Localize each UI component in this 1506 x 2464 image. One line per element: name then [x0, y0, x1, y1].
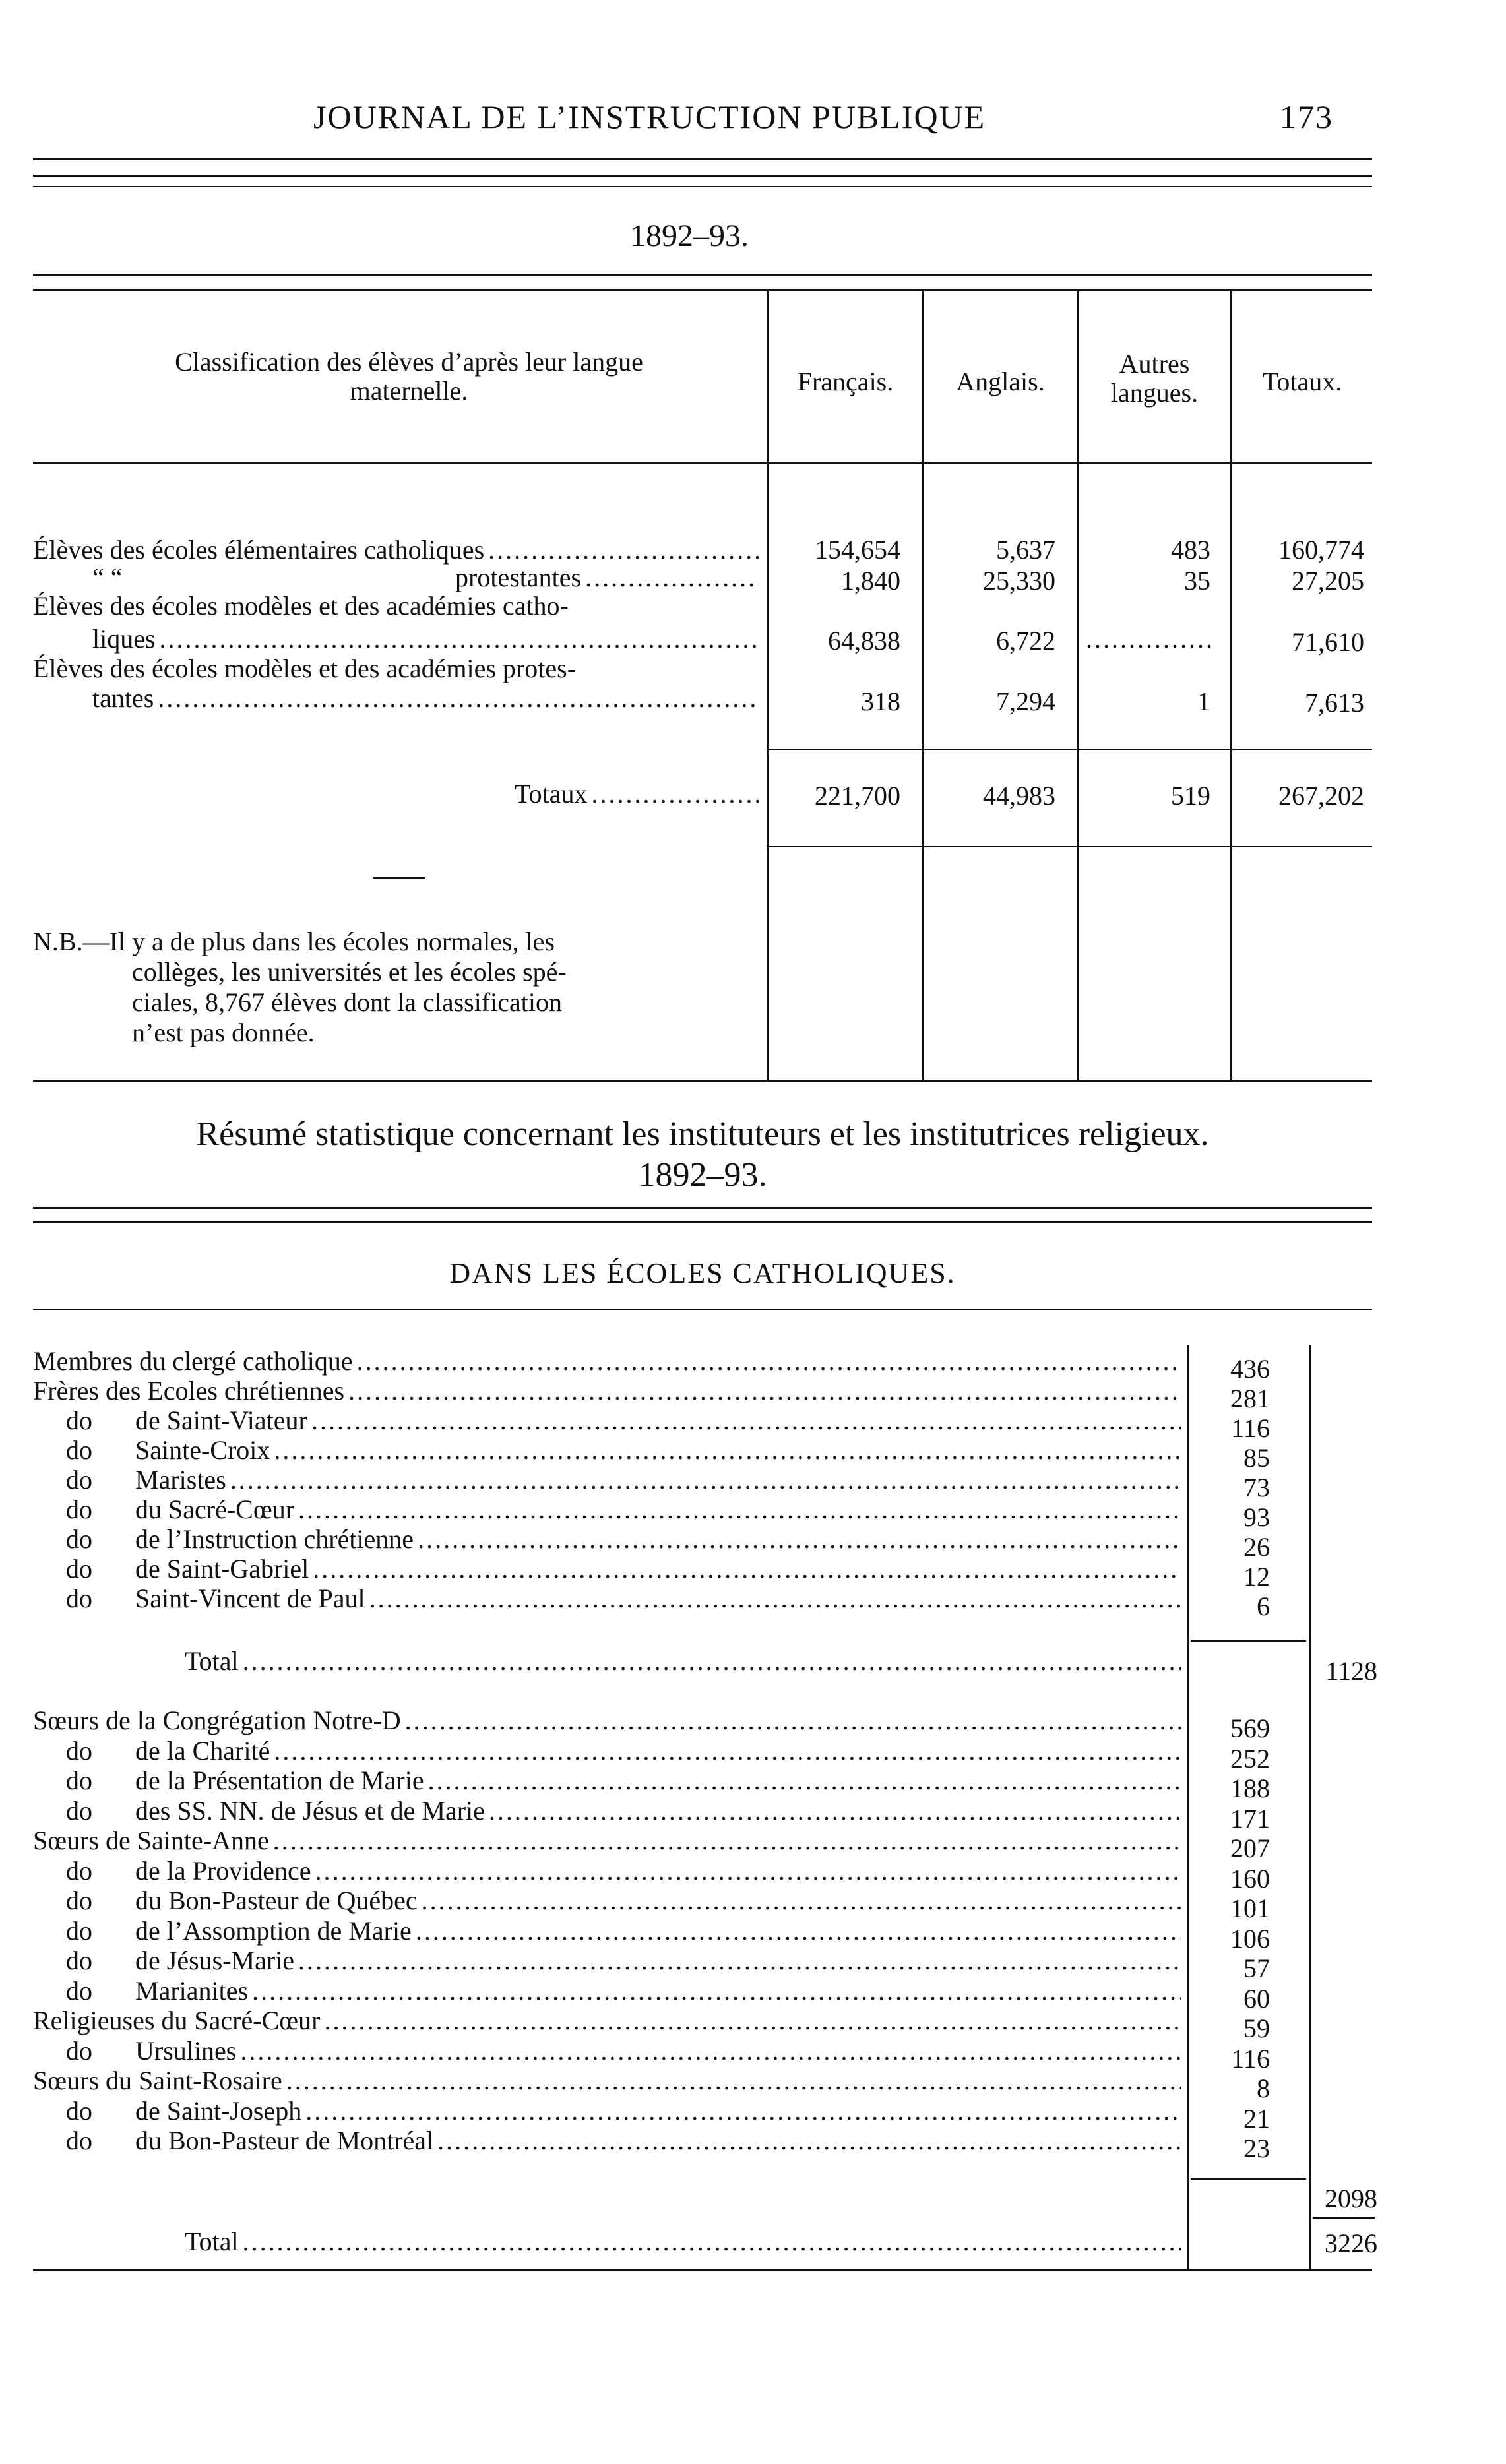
row-text: liques	[92, 624, 156, 654]
list-item-value: 60	[1243, 1983, 1270, 2014]
total-grand: 267,202	[1278, 781, 1364, 811]
ditto-prefix: do	[66, 1435, 92, 1465]
page-number: 173	[1280, 98, 1333, 135]
list-item-value: 57	[1243, 1954, 1270, 1983]
running-title: JOURNAL DE L’INSTRUCTION PUBLIQUE	[313, 98, 986, 135]
leader-dots	[428, 1765, 1181, 1796]
list-item-label: de l’Assomption de Marie	[135, 1915, 412, 1946]
ditto-prefix: do	[66, 1465, 92, 1494]
cell-francais: 1,840	[841, 566, 900, 596]
list-item-value: 8	[1257, 2074, 1270, 2103]
total-anglais: 44,983	[983, 781, 1055, 811]
leader-dots	[489, 1795, 1181, 1826]
table1-caption	[79, 348, 739, 406]
list-item	[33, 1494, 1181, 1525]
list-item	[33, 2035, 1181, 2066]
leader-dots	[311, 1405, 1181, 1436]
resume-title: Résumé statistique concernant les instituteurs et les institutrices religieux.	[196, 1115, 1209, 1153]
table1-year: 1892–93.	[630, 218, 749, 253]
row-text: protestantes	[455, 563, 582, 592]
list-item	[33, 1345, 1181, 1376]
row-text: tantes	[92, 683, 154, 713]
leader-dots	[158, 683, 759, 714]
list-item-label: Ursulines	[135, 2035, 237, 2066]
list-item	[33, 1855, 1181, 1886]
table1-col-divider	[767, 289, 769, 1080]
note-line: n’est pas donnée.	[132, 1018, 315, 1047]
list-item-label: de la Présentation de Marie	[135, 1766, 424, 1795]
list-item-label: du Bon-Pasteur de Montréal	[135, 2126, 434, 2155]
cell-autres: 483	[1171, 535, 1210, 565]
list-item	[33, 2005, 1181, 2036]
table1-note	[33, 927, 762, 1048]
cell-total: 27,205	[1292, 566, 1364, 596]
table1-row-label	[33, 534, 759, 565]
list-item	[33, 1375, 1181, 1406]
leader-dots	[240, 2035, 1181, 2066]
ditto-prefix: do	[66, 1855, 92, 1886]
header-rule-2	[33, 175, 1372, 177]
list-item	[33, 2065, 1181, 2096]
group2-total-rule	[1313, 2217, 1375, 2219]
list-item-label: de Jésus-Marie	[135, 1946, 295, 1975]
leader-dots	[230, 1464, 1181, 1495]
table1-col-divider	[1077, 289, 1079, 1080]
leader-dots	[348, 1375, 1181, 1406]
list-item-value: 116	[1231, 2043, 1270, 2074]
list-item-label: de la Providence	[135, 1855, 311, 1886]
list-item-label: de Saint-Gabriel	[135, 1554, 309, 1584]
group2-total: 2098	[1325, 2184, 1377, 2213]
list-item	[33, 1765, 1181, 1796]
col-header-autres-line: Autres	[1119, 349, 1190, 379]
list-item-label: Sœurs de la Congrégation Notre-D	[33, 1706, 401, 1735]
list-item-label: de la Charité	[135, 1735, 270, 1766]
list-item-value: 281	[1230, 1384, 1270, 1413]
ditto-prefix: do	[66, 1735, 92, 1766]
table1-header-rule	[33, 462, 1372, 464]
leader-dots	[274, 1735, 1181, 1766]
list-item-value: 106	[1230, 1923, 1270, 1954]
resume-bottom-rule	[33, 2269, 1372, 2271]
ditto-prefix: do	[66, 1795, 92, 1826]
list-item	[33, 1795, 1181, 1826]
list-item	[33, 1464, 1181, 1495]
list-item	[33, 2125, 1181, 2156]
ditto-prefix: do	[66, 1886, 92, 1915]
ditto-prefix: do	[66, 1524, 92, 1554]
short-dash	[373, 877, 425, 879]
leader-dots	[416, 1915, 1181, 1946]
cell-francais: 154,654	[815, 535, 900, 565]
table1-totals-bottom-rule	[767, 846, 1372, 847]
table1-col-divider	[1230, 289, 1232, 1080]
leader-dots	[298, 1945, 1181, 1976]
list-item	[33, 1553, 1181, 1584]
col-header-totaux: Totaux.	[1262, 367, 1342, 396]
list-item-label: de Saint-Joseph	[135, 2095, 302, 2126]
ditto-marks: “ “	[92, 563, 123, 592]
section-title: DANS LES ÉCOLES CATHOLIQUES.	[449, 1257, 956, 1289]
row-text: Élèves des écoles élémentaires catholiques	[33, 535, 485, 565]
list-item	[33, 1434, 1181, 1465]
table1-caption-line: maternelle.	[350, 376, 468, 406]
list-item-label: Maristes	[135, 1465, 226, 1494]
ditto-prefix: do	[66, 1766, 92, 1795]
list-item-value: 21	[1243, 2103, 1270, 2134]
leader-dots	[324, 2005, 1181, 2036]
cell-anglais: 6,722	[996, 626, 1055, 656]
leader-dots	[488, 534, 759, 565]
leader-dots	[252, 1975, 1181, 2006]
list-item	[33, 1524, 1181, 1555]
cell-francais: 64,838	[828, 626, 900, 656]
leader-dots	[585, 562, 759, 593]
table1-totals-label	[515, 778, 759, 809]
leader-dots	[243, 1646, 1181, 1677]
leader-dots	[357, 1345, 1181, 1376]
list-item-value: 569	[1230, 1713, 1270, 1743]
list-item	[33, 1945, 1181, 1976]
total-text: Total	[185, 2227, 239, 2256]
list-item-value: 436	[1230, 1354, 1270, 1384]
list-item-value: 252	[1230, 1743, 1270, 1773]
resume-col-divider	[1309, 1345, 1311, 2269]
leader-dots	[405, 1705, 1181, 1736]
list-item-value: 116	[1231, 1413, 1270, 1443]
list-item	[33, 1915, 1181, 1946]
leader-dots	[243, 2226, 1181, 2257]
row-text: Élèves des écoles modèles et des académies catho-	[33, 591, 569, 621]
list-item-label: Sainte-Croix	[135, 1435, 270, 1465]
leader-dots	[437, 2125, 1181, 2156]
list-item-value: 73	[1243, 1473, 1270, 1502]
resume-year: 1892–93.	[638, 1156, 767, 1194]
table1-totals-rule	[767, 749, 1372, 750]
list-item	[33, 1975, 1181, 2006]
ditto-prefix: do	[66, 2095, 92, 2126]
header-rule-3	[33, 186, 1372, 187]
grand-total-label	[185, 2226, 1181, 2257]
list-item	[33, 1825, 1181, 1856]
col-header-autres	[1079, 350, 1230, 408]
note-line: ciales, 8,767 élèves dont la classification	[132, 987, 563, 1017]
ditto-prefix: do	[66, 1975, 92, 2006]
total-autres: 519	[1171, 781, 1210, 811]
list-item-value: 160	[1230, 1863, 1270, 1894]
group1-sum-rule	[1191, 1640, 1306, 1642]
ditto-prefix: do	[66, 1554, 92, 1584]
list-item-label: Religieuses du Sacré-Cœur	[33, 2006, 321, 2035]
list-item-value: 85	[1243, 1443, 1270, 1473]
ditto-prefix: do	[66, 2035, 92, 2066]
list-item-label: du Sacré-Cœur	[135, 1494, 295, 1524]
list-item	[33, 2095, 1181, 2126]
leader-dots	[298, 1494, 1181, 1525]
list-item-value: 101	[1230, 1894, 1270, 1923]
group1-total-label	[185, 1646, 1181, 1677]
group2-sum-rule	[1191, 2178, 1306, 2180]
cell-total: 71,610	[1292, 627, 1364, 657]
list-item-label: Marianites	[135, 1975, 249, 2006]
leader-dots	[313, 1553, 1181, 1584]
leader-dots	[160, 623, 759, 654]
grand-total: 3226	[1325, 2229, 1377, 2258]
section-rule	[33, 1309, 1372, 1310]
list-item-label: de l’Instruction chrétienne	[135, 1524, 414, 1554]
cell-francais: 318	[861, 687, 900, 716]
list-item-label: Sœurs du Saint-Rosaire	[33, 2066, 282, 2095]
total-francais: 221,700	[815, 781, 900, 811]
list-item-label: des SS. NN. de Jésus et de Marie	[135, 1795, 485, 1826]
list-item-value: 12	[1243, 1562, 1270, 1591]
list-item	[33, 1705, 1181, 1736]
leader-dots-empty-cell	[1082, 623, 1214, 654]
list-item-value: 23	[1243, 2134, 1270, 2163]
cell-anglais: 25,330	[983, 566, 1055, 596]
row-text: Élèves des écoles modèles et des académies protes-	[33, 654, 577, 683]
list-item	[33, 1583, 1181, 1614]
list-item-label: de Saint-Viateur	[135, 1405, 307, 1435]
ditto-prefix: do	[66, 1946, 92, 1975]
table1-top-rule-1	[33, 274, 1372, 276]
leader-dots	[273, 1825, 1181, 1856]
table1-row-label	[92, 683, 759, 714]
table1-bottom-rule	[33, 1080, 1372, 1082]
leader-dots	[286, 2065, 1181, 2096]
ditto-prefix: do	[66, 1584, 92, 1613]
cell-autres: 1	[1197, 687, 1210, 716]
leader-dots	[1086, 623, 1214, 654]
resume-rule-2	[33, 1221, 1372, 1223]
group1-total: 1128	[1325, 1656, 1377, 1686]
header-rule-1	[33, 158, 1372, 160]
note-line: collèges, les universités et les écoles spé-	[132, 957, 567, 987]
list-item-label: Frères des Ecoles chrétiennes	[33, 1376, 345, 1405]
list-item-value: 26	[1243, 1532, 1270, 1562]
cell-autres: 35	[1184, 566, 1210, 596]
resume-rule-1	[33, 1207, 1372, 1209]
list-item-label: Membres du clergé catholique	[33, 1346, 353, 1376]
col-header-francais: Français.	[797, 367, 894, 396]
cell-total: 160,774	[1278, 535, 1364, 565]
cell-total: 7,613	[1305, 688, 1364, 718]
col-header-autres-line: langues.	[1110, 378, 1199, 408]
resume-col-divider	[1187, 1345, 1189, 2269]
ditto-prefix: do	[66, 1405, 92, 1435]
table1-caption-line: Classification des élèves d’après leur langue	[175, 347, 643, 377]
table1-row-label	[455, 562, 759, 593]
list-item-label: du Bon-Pasteur de Québec	[135, 1886, 418, 1915]
list-item	[33, 1885, 1181, 1916]
table1-row-label	[92, 623, 759, 654]
leader-dots	[369, 1583, 1181, 1614]
leader-dots	[274, 1434, 1181, 1465]
total-text: Total	[185, 1646, 239, 1676]
totals-text: Totaux	[515, 779, 588, 809]
list-item-label: Sœurs de Sainte-Anne	[33, 1826, 269, 1855]
list-item-label: Saint-Vincent de Paul	[135, 1584, 365, 1613]
cell-anglais: 5,637	[996, 535, 1055, 565]
cell-anglais: 7,294	[996, 687, 1055, 716]
ditto-prefix: do	[66, 2126, 92, 2155]
list-item	[33, 1735, 1181, 1766]
list-item-value: 207	[1230, 1833, 1270, 1863]
ditto-prefix: do	[66, 1494, 92, 1524]
table1-col-divider	[922, 289, 924, 1080]
list-item-value: 6	[1257, 1591, 1270, 1621]
list-item-value: 171	[1230, 1803, 1270, 1833]
leader-dots	[592, 778, 759, 809]
list-item	[33, 1405, 1181, 1436]
list-item-value: 188	[1230, 1773, 1270, 1803]
col-header-anglais: Anglais.	[956, 367, 1045, 396]
leader-dots	[305, 2095, 1181, 2126]
table1-top-rule-2	[33, 289, 1372, 291]
list-item-value: 93	[1243, 1502, 1270, 1532]
note-line: N.B.—Il y a de plus dans les écoles normales, les	[33, 927, 555, 956]
leader-dots	[422, 1885, 1181, 1916]
ditto-prefix: do	[66, 1915, 92, 1946]
list-item-value: 59	[1243, 2014, 1270, 2043]
leader-dots	[315, 1855, 1181, 1886]
leader-dots	[418, 1524, 1181, 1555]
